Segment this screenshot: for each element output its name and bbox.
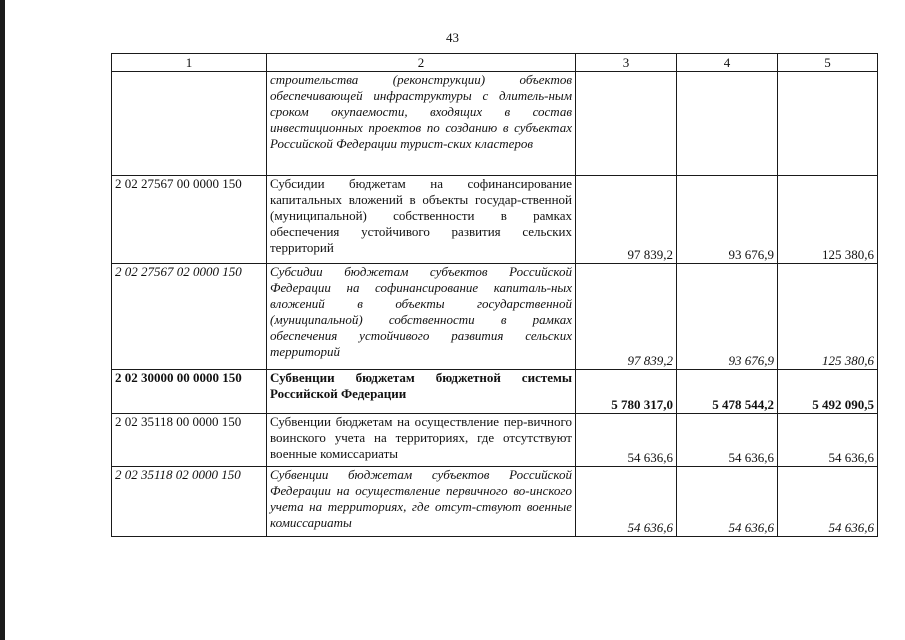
column-header-4: 4 bbox=[677, 54, 778, 72]
description-cell: Субсидии бюджетам субъектов Российской Федерации на софинансирование капиталь-ных вложений в объекты государственной (муниципальной) собственности в рамках обеспечения устойчивого развития сельских территорий bbox=[267, 264, 576, 370]
amount-cell-col4: 5 478 544,2 bbox=[677, 370, 778, 414]
amount-cell-col4 bbox=[677, 72, 778, 176]
page-edge-rule bbox=[0, 0, 5, 640]
amount-cell-col4: 93 676,9 bbox=[677, 264, 778, 370]
description-cell: Субвенции бюджетам на осуществление пер-вичного воинского учета на территориях, где отсутствуют военные комиссариаты bbox=[267, 414, 576, 467]
amount-cell-col5: 5 492 090,5 bbox=[778, 370, 878, 414]
budget-code-cell: 2 02 27567 02 0000 150 bbox=[112, 264, 267, 370]
description-cell: Субвенции бюджетам бюджетной системы Российской Федерации bbox=[267, 370, 576, 414]
budget-table bbox=[111, 53, 878, 537]
budget-code-cell bbox=[112, 72, 267, 176]
table-row bbox=[112, 370, 878, 414]
amount-cell-col4: 54 636,6 bbox=[677, 467, 778, 537]
budget-code-cell: 2 02 35118 00 0000 150 bbox=[112, 414, 267, 467]
description-cell: Субвенции бюджетам субъектов Российской Федерации на осуществление первичного во-инского учета на территориях, где отсут-ствуют военные комиссариаты bbox=[267, 467, 576, 537]
amount-cell-col5: 54 636,6 bbox=[778, 467, 878, 537]
table-row bbox=[112, 72, 878, 176]
amount-cell-col4: 93 676,9 bbox=[677, 176, 778, 264]
description-cell: строительства (реконструкции) объектов обеспечивающей инфраструктуры с длитель-ным сроком окупаемости, входящих в состав инвестиционных проектов по созданию в субъектах Российской Федерации турист-ских кластеров bbox=[267, 72, 576, 176]
table-row bbox=[112, 176, 878, 264]
column-header-5: 5 bbox=[778, 54, 878, 72]
page-number: 43 bbox=[446, 30, 459, 45]
amount-cell-col5 bbox=[778, 72, 878, 176]
column-header-2: 2 bbox=[267, 54, 576, 72]
budget-code-cell: 2 02 27567 00 0000 150 bbox=[112, 176, 267, 264]
amount-cell-col4: 54 636,6 bbox=[677, 414, 778, 467]
amount-cell-col5: 125 380,6 bbox=[778, 264, 878, 370]
budget-code-cell: 2 02 30000 00 0000 150 bbox=[112, 370, 267, 414]
amount-cell-col3 bbox=[576, 72, 677, 176]
amount-cell-col3: 97 839,2 bbox=[576, 264, 677, 370]
table-header-row bbox=[112, 54, 878, 72]
column-header-3: 3 bbox=[576, 54, 677, 72]
column-header-1: 1 bbox=[112, 54, 267, 72]
amount-cell-col3: 54 636,6 bbox=[576, 414, 677, 467]
table-row bbox=[112, 264, 878, 370]
amount-cell-col5: 125 380,6 bbox=[778, 176, 878, 264]
description-cell: Субсидии бюджетам на софинансирование капитальных вложений в объекты государ-ственной (муниципальной) собственности в рамках обеспечения устойчивого развития сельских территорий bbox=[267, 176, 576, 264]
table-row bbox=[112, 414, 878, 467]
budget-code-cell: 2 02 35118 02 0000 150 bbox=[112, 467, 267, 537]
amount-cell-col5: 54 636,6 bbox=[778, 414, 878, 467]
amount-cell-col3: 5 780 317,0 bbox=[576, 370, 677, 414]
table-row bbox=[112, 467, 878, 537]
amount-cell-col3: 97 839,2 bbox=[576, 176, 677, 264]
amount-cell-col3: 54 636,6 bbox=[576, 467, 677, 537]
